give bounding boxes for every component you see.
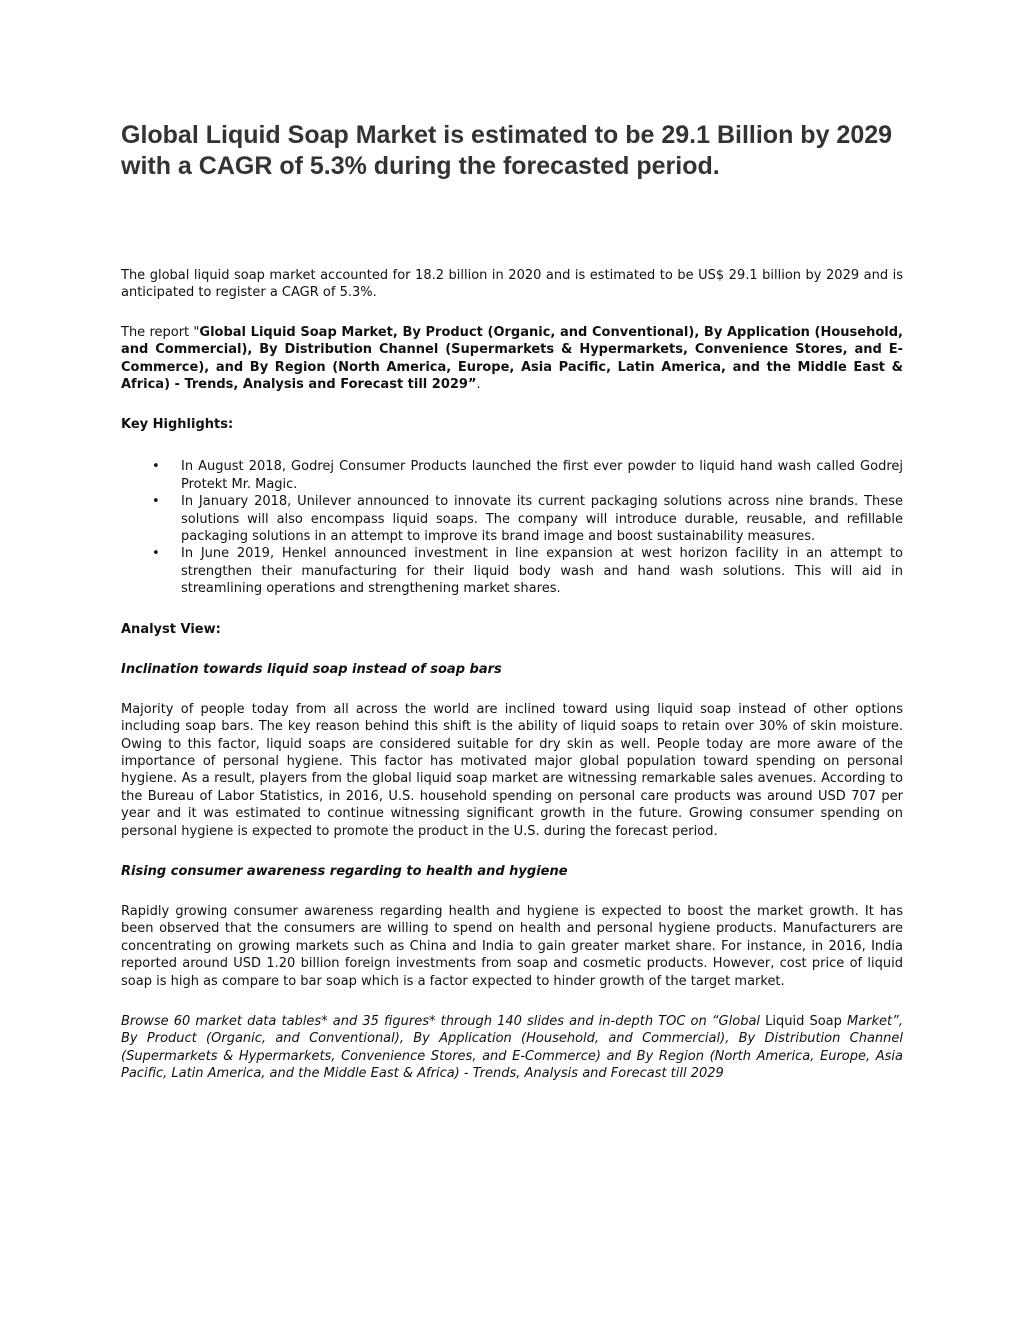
section-heading-health-hygiene: Rising consumer awareness regarding to health and hygiene — [121, 863, 568, 879]
browse-text-start: Browse 60 market data tables* and 35 figures* through 140 slides and in-depth TOC on “Global — [121, 1013, 766, 1029]
report-suffix: . — [476, 377, 481, 393]
section-paragraph-liquid-soap: Majority of people today from all across the world are inclined toward using liquid soap instead of other options including soap bars. The key reason behind this shift is the ability of liquid soaps to retain over 30% of skin moisture. Owing to this factor, liquid soaps are considered suitable for dry skin as well. People today are more aware of the importance of personal hygiene. This factor has motivated major global population toward spending on personal hygiene. As a result, players from the global liquid soap market are witnessing remarkable sales avenues. According to the Bureau of Labor Statistics, in 2016, U.S. household spending on personal care products was around USD 707 per year and it was estimated to continue witnessing significant growth in the future. Growing consumer spending on personal hygiene is expected to promote the product in the U.S. during the forecast period. — [121, 701, 903, 839]
list-item — [121, 545, 903, 597]
intro-paragraph: The global liquid soap market accounted for 18.2 billion in 2020 and is estimated to be US$ 29.1 billion by 2029 and is anticipated to register a CAGR of 5.3%. — [121, 268, 903, 301]
report-paragraph — [121, 324, 903, 394]
highlight-text: In June 2019, Henkel announced investment in line expansion at west horizon facility in an attempt to strengthen their manufacturing for their liquid body wash and hand wash solutions. This will aid in streamlining operations and strengthening market shares. — [181, 546, 903, 597]
document-page — [121, 120, 903, 1083]
highlight-text: In August 2018, Godrej Consumer Products launched the first ever powder to liquid hand wash called Godrej Protekt Mr. Magic. — [181, 459, 903, 492]
browse-text-end: Market”, By Product (Organic, and Conventional), By Application (Household, and Commercial), By Distribution Channel (Supermarkets & Hypermarkets, Convenience Stores, and E-Commerce) and By Region (North America, Europe, Asia Pacific, Latin America, and the Middle East & Africa) - Trends, Analysis and Forecast till 2029 — [121, 1013, 904, 1082]
bullet-icon: • — [152, 494, 160, 510]
bullet-icon: • — [152, 459, 160, 475]
list-item — [121, 458, 903, 493]
list-item — [121, 493, 903, 545]
analyst-view-heading: Analyst View: — [121, 621, 221, 637]
section-heading-liquid-soap: Inclination towards liquid soap instead of soap bars — [121, 661, 502, 677]
key-highlights-heading: Key Highlights: — [121, 417, 234, 433]
key-highlights-list — [121, 458, 903, 597]
page-title: Global Liquid Soap Market is estimated to be 29.1 Billion by 2029 with a CAGR of 5.3% during the forecasted period. — [121, 121, 893, 180]
bullet-icon: • — [152, 546, 160, 562]
browse-paragraph — [121, 1013, 903, 1083]
browse-link-liquid-soap[interactable]: Liquid Soap — [765, 1013, 842, 1029]
report-prefix: The report " — [121, 324, 200, 340]
report-name: Global Liquid Soap Market, By Product (Organic, and Conventional), By Application (Household, and Commercial), By Distribution Channel (Supermarkets & Hypermarkets, Convenience Stores, and E-Commerce), and By Region (North America, Europe, Asia Pacific, Latin America, and the Middle East & Africa) - Trends, Analysis and Forecast till 2029” — [121, 324, 903, 393]
section-paragraph-health-hygiene: Rapidly growing consumer awareness regarding health and hygiene is expected to boost the market growth. It has been observed that the consumers are willing to spend on health and personal hygiene products. Manufacturers are concentrating on growing markets such as China and India to gain greater market share. For instance, in 2016, India reported around USD 1.20 billion foreign investments from soap and cosmetic products. However, cost price of liquid soap is high as compare to bar soap which is a factor expected to hinder growth of the target market. — [121, 903, 903, 989]
highlight-text: In January 2018, Unilever announced to innovate its current packaging solutions across nine brands. These solutions will also encompass liquid soaps. The company will introduce durable, reusable, and refillable packaging solutions in an attempt to improve its brand image and boost sustainability measures. — [181, 494, 903, 545]
